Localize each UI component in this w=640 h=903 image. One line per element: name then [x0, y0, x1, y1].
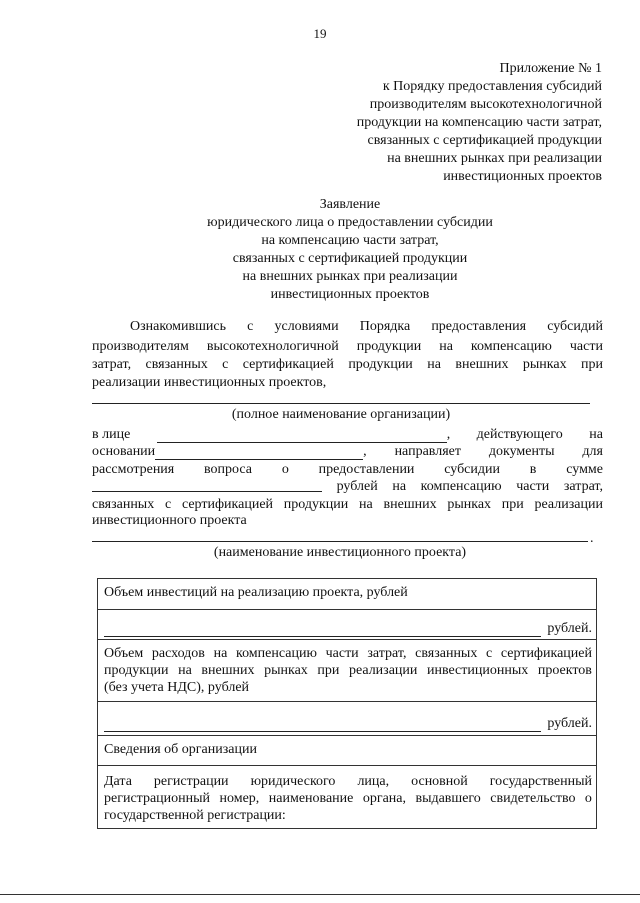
expenses-volume-field[interactable]: [104, 718, 541, 732]
word: с: [486, 646, 493, 661]
word: субсидии: [444, 462, 500, 477]
word: с: [222, 357, 229, 372]
word: свидетельство: [490, 791, 576, 806]
word: основной: [411, 774, 468, 789]
word: на: [392, 479, 407, 494]
rub-label: рублей.: [547, 621, 592, 636]
body-line-6: [92, 512, 603, 529]
registration-line-3: государственной регистрации:: [104, 808, 286, 823]
word: о: [584, 791, 592, 806]
word: инвестиционного проекта: [92, 513, 247, 528]
word: Ознакомившись: [130, 319, 227, 334]
word: предоставления: [431, 319, 527, 334]
page-number: 19: [313, 26, 327, 41]
word: продукции: [356, 339, 422, 354]
word: вопроса: [204, 462, 253, 477]
word: рынках: [447, 497, 492, 512]
page-bottom-rule: [0, 894, 640, 895]
word: продукции: [283, 497, 349, 512]
word: затрат,: [563, 479, 603, 494]
word: высокотехнологичной: [206, 339, 339, 354]
word: затрат,: [92, 357, 132, 372]
fill-row: [104, 614, 592, 637]
word: для: [582, 444, 603, 459]
word: государственный: [489, 774, 592, 789]
word: части: [569, 339, 603, 354]
word: лица,: [357, 774, 390, 789]
word: на: [427, 357, 441, 372]
word: инвестиционных: [426, 663, 529, 678]
investment-volume-field[interactable]: [104, 623, 541, 637]
table-row: [98, 702, 596, 736]
word: сертификацией: [500, 646, 592, 661]
body-line-1: [92, 426, 603, 443]
appendix-line: связанных с сертификацией продукции: [367, 133, 602, 148]
word: продукции: [348, 357, 413, 372]
word: органа,: [362, 791, 406, 806]
fill-row: [104, 707, 592, 732]
word: о: [281, 462, 289, 477]
org-name-field[interactable]: [92, 403, 590, 404]
document-title: [150, 196, 550, 304]
word: направляет: [394, 444, 461, 459]
word: при: [581, 357, 603, 372]
representative-field[interactable]: [157, 429, 447, 443]
expenses-line-3: (без учета НДС), рублей: [104, 680, 250, 695]
table-row: [98, 640, 596, 702]
table-row: [98, 579, 596, 610]
rub-label: рублей.: [547, 716, 592, 731]
word: предоставлении: [318, 462, 415, 477]
title-line: связанных с сертификацией продукции: [232, 251, 468, 266]
word: действующего: [476, 427, 563, 442]
body-line-4: [92, 478, 603, 495]
word: условиями: [274, 319, 339, 334]
word: с: [247, 319, 254, 334]
word: компенсацию: [470, 339, 552, 354]
basis-field[interactable]: [155, 446, 363, 460]
word: реализации: [348, 663, 418, 678]
word: документы: [488, 444, 555, 459]
word: реализации инвестиционных проектов,: [92, 375, 327, 390]
appendix-line: Приложение № 1: [499, 61, 602, 76]
word: внешних: [383, 497, 437, 512]
word: юридического: [250, 774, 336, 789]
word: номер,: [219, 791, 260, 806]
registration-line-1: [104, 773, 592, 790]
word: проектов: [537, 663, 592, 678]
word: при: [317, 663, 340, 678]
word: выдавшего: [415, 791, 481, 806]
word: продукции: [104, 663, 169, 678]
comma: ,: [363, 444, 367, 459]
expenses-line-1: [104, 645, 592, 662]
subsidy-amount-field[interactable]: [92, 478, 322, 492]
title-line: Заявление: [319, 197, 381, 212]
registration-line-2: [104, 790, 592, 807]
word: части: [516, 479, 550, 494]
title-line: на компенсацию части затрат,: [261, 233, 439, 248]
appendix-line: к Порядку предоставления субсидий: [382, 79, 602, 94]
word: Объем: [104, 646, 144, 661]
word: сумме: [566, 462, 603, 477]
word: Дата: [104, 774, 132, 789]
word: рассмотрения: [92, 462, 175, 477]
investment-volume-label: Объем инвестиций на реализацию проекта, рублей: [104, 585, 408, 600]
word: связанных: [145, 357, 208, 372]
info-table: [97, 578, 597, 829]
body-line-2: [92, 443, 603, 460]
basis-group: [92, 443, 367, 460]
intro-line-4: [92, 374, 603, 391]
body-line-3: [92, 461, 603, 478]
word: производителям: [92, 339, 189, 354]
word: Порядка: [359, 319, 411, 334]
word: внешних: [201, 663, 255, 678]
word: наименование: [268, 791, 354, 806]
comma: ,: [446, 427, 451, 442]
word: на: [178, 663, 192, 678]
organization-info-heading: Сведения об организации: [104, 742, 257, 757]
word: на: [589, 427, 603, 442]
title-line: инвестиционных проектов: [270, 287, 430, 302]
intro-line-1: [130, 318, 603, 335]
word: с: [164, 497, 172, 512]
word: компенсацию: [235, 646, 317, 661]
title-line: на внешних рынках при реализации: [242, 269, 458, 284]
word: рынках: [522, 357, 567, 372]
word: части: [325, 646, 359, 661]
project-name-caption: (наименование инвестиционного проекта): [213, 545, 467, 560]
intro-line-2: [92, 338, 603, 355]
period: .: [590, 531, 594, 546]
word: на: [213, 646, 228, 661]
appendix-header: [282, 60, 602, 186]
word: регистрационный: [104, 791, 211, 806]
word: рынках: [264, 663, 308, 678]
word: при: [501, 497, 524, 512]
word: на: [439, 339, 453, 354]
word: связанных: [92, 497, 155, 512]
title-line: юридического лица о предоставлении субсидии: [207, 215, 493, 230]
appendix-line: производителям высокотехнологичной: [369, 97, 602, 112]
osnovanii-label: основании: [92, 444, 156, 459]
word: затрат,: [367, 646, 407, 661]
v-litse-label: в лице: [92, 427, 131, 442]
appendix-line: на внешних рынках при реализации: [387, 151, 602, 166]
word: субсидий: [547, 319, 603, 334]
word: в: [529, 462, 537, 477]
appendix-line: инвестиционных проектов: [443, 169, 602, 184]
word: компенсацию: [420, 479, 502, 494]
word: регистрации: [153, 774, 229, 789]
expenses-line-2: [104, 662, 592, 679]
word: на: [359, 497, 373, 512]
appendix-line: продукции на компенсацию части затрат,: [356, 115, 602, 130]
word: сертификацией: [242, 357, 334, 372]
word: расходов: [151, 646, 205, 661]
word: внешних: [455, 357, 509, 372]
table-row: [98, 736, 596, 766]
intro-line-3: [92, 356, 603, 373]
word: реализации: [534, 497, 603, 512]
table-row: [98, 610, 596, 640]
representative-group: [157, 426, 451, 443]
body-line-5: [92, 496, 603, 513]
project-name-field[interactable]: [92, 541, 588, 542]
org-name-caption: (полное наименование организации): [231, 407, 451, 422]
word: рублей: [336, 479, 378, 494]
word: связанных: [415, 646, 478, 661]
word: сертификацией: [181, 497, 274, 512]
table-row: [98, 766, 596, 828]
